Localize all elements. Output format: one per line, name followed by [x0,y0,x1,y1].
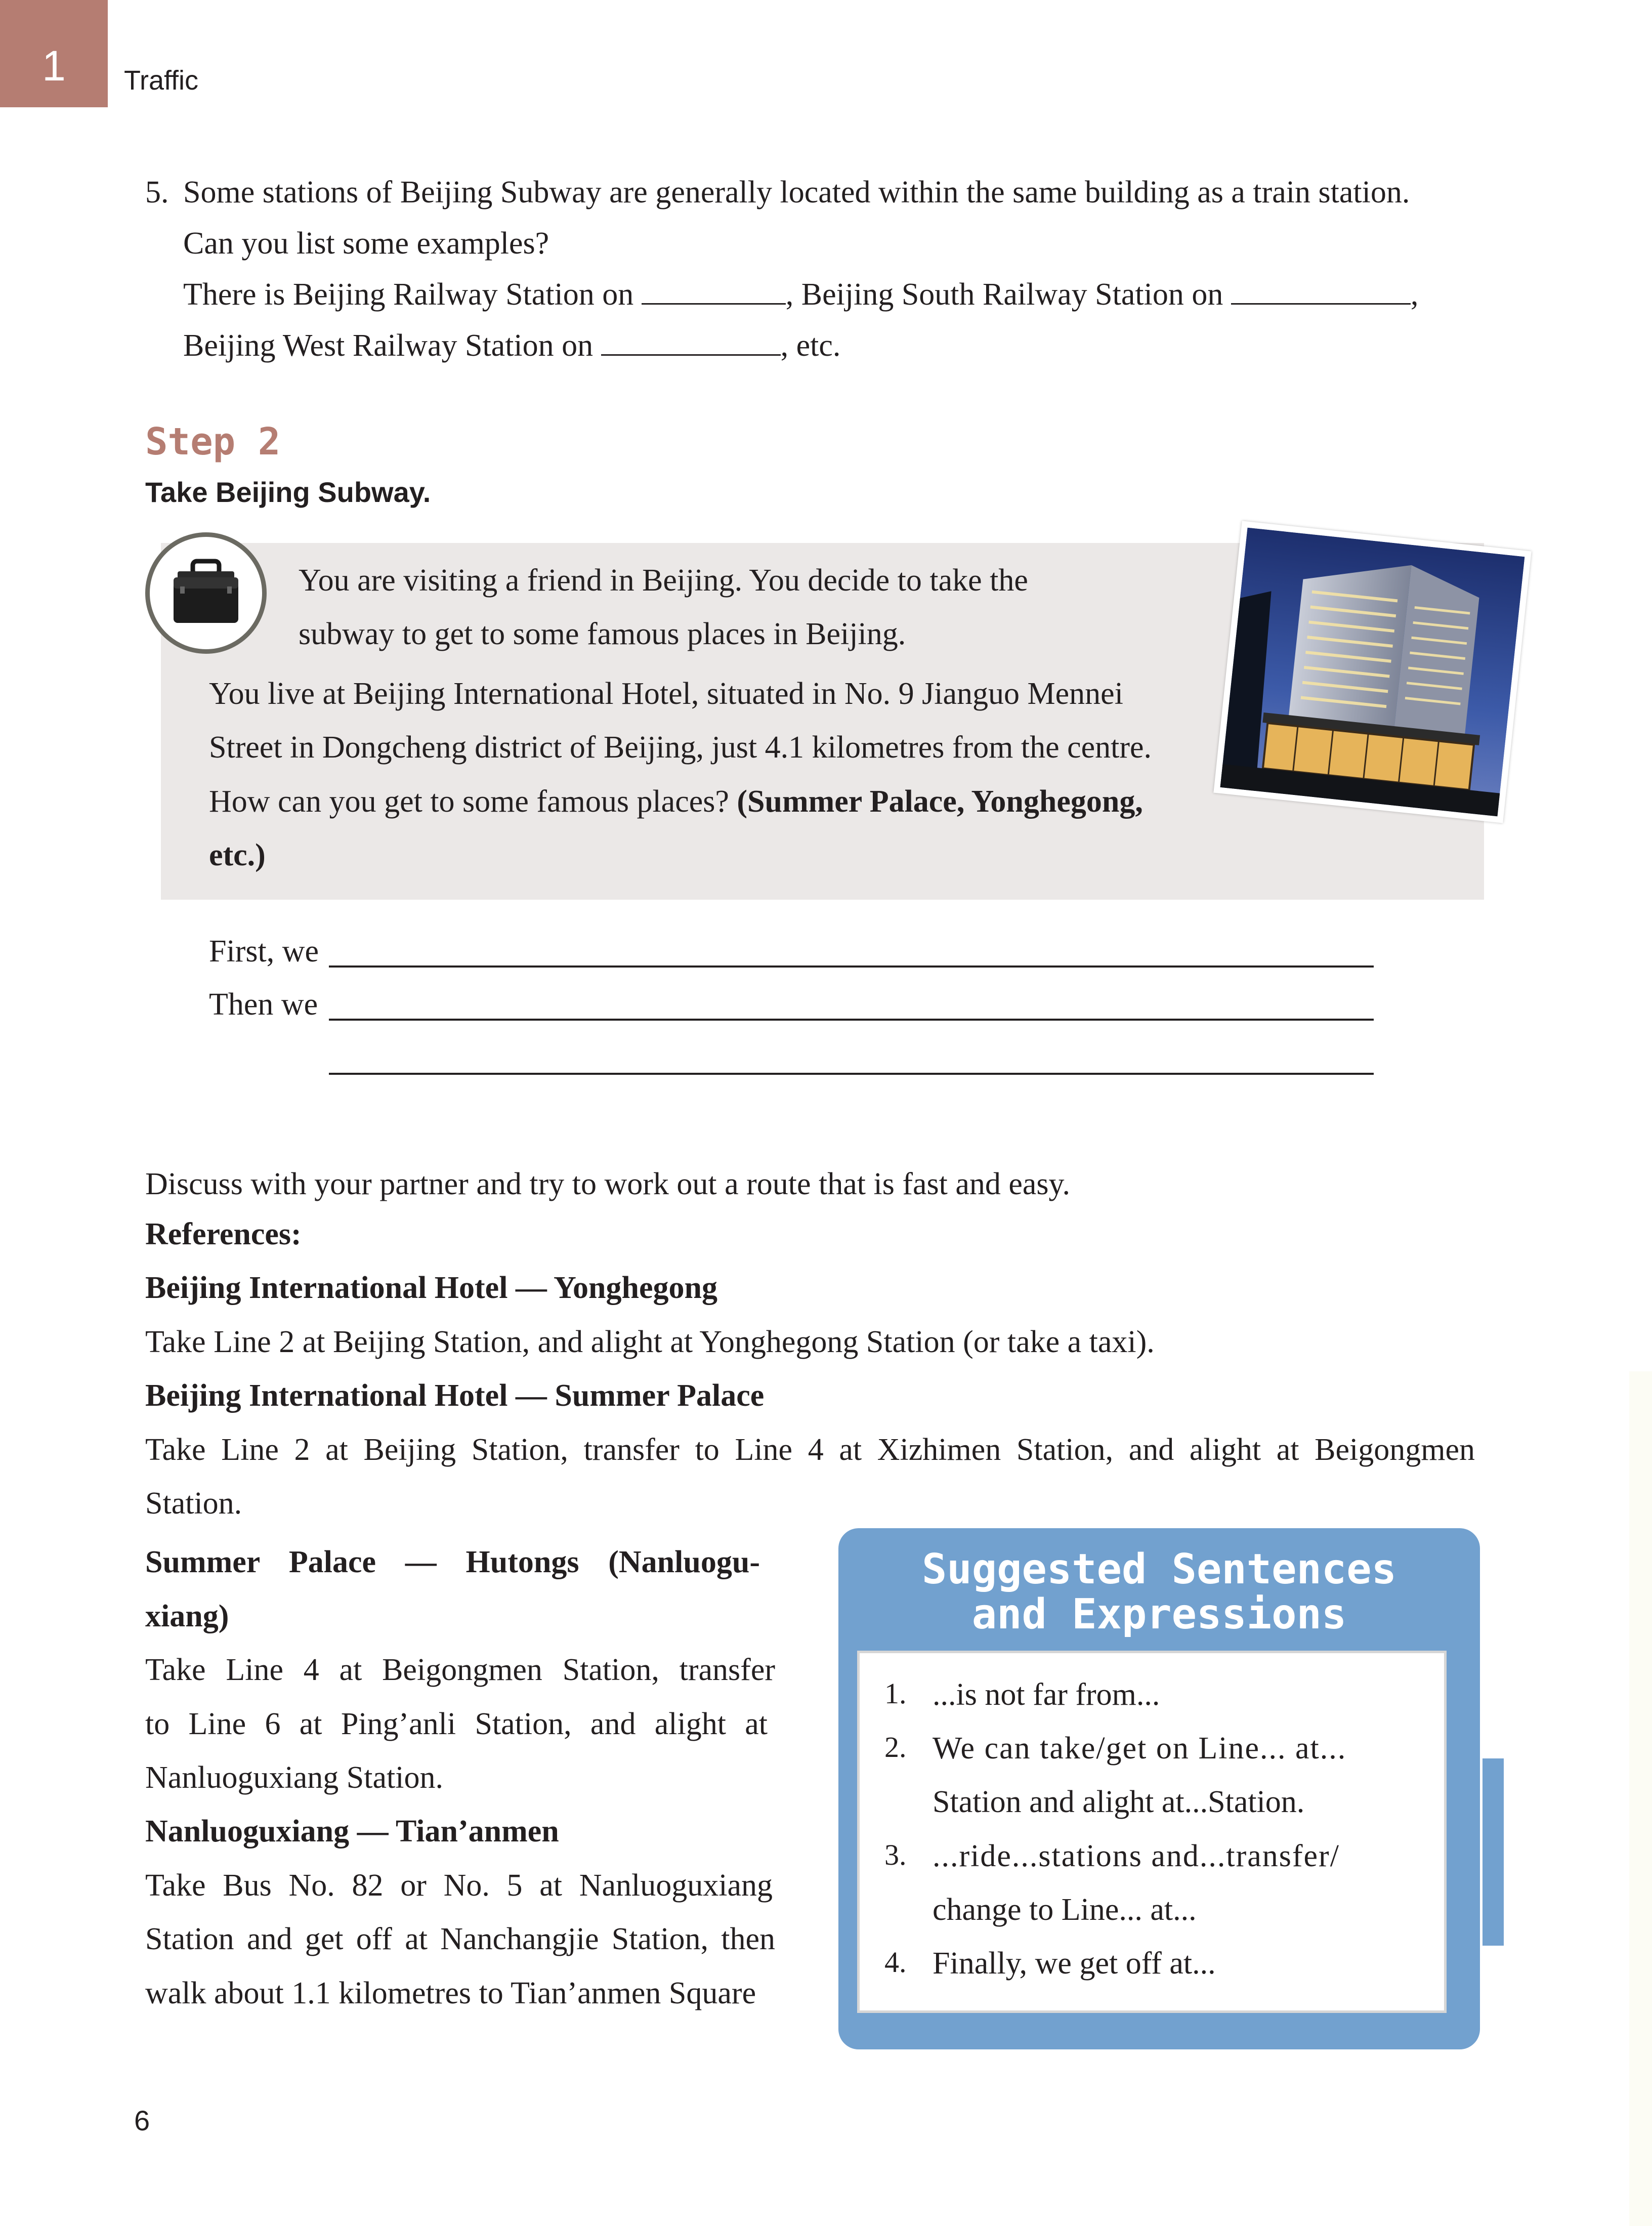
question-line-2: Can you list some examples? [183,226,549,261]
briefcase-icon-badge [145,532,267,654]
page-edge-strip [1629,1371,1652,2226]
suggest-item-4: Finally, we get off at... [933,1946,1216,1981]
scenario-line-5 [209,783,1143,820]
answer-blank-beijing[interactable] [642,276,786,305]
scenario-places: (Summer Palace, Yonghegong, [737,784,1143,819]
scenario-line-4: Street in Dongcheng district of Beijing, just 4.1 kilometres from the centre. [209,730,1152,765]
route-3-title-line-2: xiang) [145,1599,229,1633]
route-3-text-line-1: Take Line 4 at Beigongmen Station, transfer [145,1653,775,1687]
suggest-item-2-num: 2. [884,1731,907,1763]
suggested-title-line-1: Suggested Sentences [922,1545,1396,1593]
route-2-text-line-1: Take Line 2 at Beijing Station, transfer to Line 4 at Xizhimen Station, and alight at Beigongmen [145,1433,1475,1467]
then-label: Then we [209,987,318,1022]
step-title: Step 2 [145,420,281,464]
chapter-title: Traffic [124,65,199,96]
route-1-title: Beijing International Hotel — Yonghegong [145,1271,717,1305]
route-2-title: Beijing International Hotel — Summer Palace [145,1378,765,1413]
route-4-text-line-3: walk about 1.1 kilometres to Tian’anmen Square [145,1976,756,2010]
scenario-line-3: You live at Beijing International Hotel, situated in No. 9 Jianguo Mennei [209,677,1123,711]
step-subtitle: Take Beijing Subway. [145,476,431,508]
suggested-title-line-2: and Expressions [971,1590,1347,1639]
question-line-4 [183,327,840,364]
question-line-1: Some stations of Beijing Subway are generally located within the same building as a train station. [183,175,1410,209]
route-2-text-line-2: Station. [145,1486,242,1521]
route-3-title-line-1: Summer Palace — Hutongs (Nanluogu- [145,1545,760,1579]
answer-line-first[interactable] [329,965,1374,968]
answer-line-then[interactable] [329,1019,1374,1021]
suggest-item-3-line-2: change to Line... at... [933,1893,1197,1927]
question-line-3 [183,276,1418,313]
route-4-text-line-1: Take Bus No. 82 or No. 5 at Nanluoguxiang [145,1868,773,1903]
scenario-line-1: You are visiting a friend in Beijing. You decide to take the [299,563,1028,598]
question-line-3-part-2: , Beijing South Railway Station on [785,277,1223,312]
question-line-3-part-3: , [1410,277,1419,312]
suggest-item-3-num: 3. [884,1838,907,1871]
scenario-line-6: etc.) [209,838,266,872]
question-line-3-part-1: There is Beijing Railway Station on [183,277,634,312]
scenario-question: How can you get to some famous places? [209,784,729,819]
suggest-item-2-line-1: We can take/get on Line... at... [933,1731,1347,1766]
discussion-intro: Discuss with your partner and try to work out a route that is fast and easy. [145,1167,1071,1201]
question-line-4-part-2: , etc. [780,328,841,363]
suggest-item-3-line-1: ...ride...stations and...transfer/ [933,1839,1340,1873]
suggest-box-tab [1482,1758,1504,1946]
hotel-photo-image [1220,528,1525,817]
references-label: References: [145,1217,302,1251]
suggest-item-4-num: 4. [884,1946,907,1979]
hotel-photo [1213,521,1531,823]
route-4-text-line-2: Station and get off at Nanchangjie Station, then [145,1922,775,1956]
answer-line-extra[interactable] [329,1073,1374,1075]
route-1-text: Take Line 2 at Beijing Station, and alight at Yonghegong Station (or take a taxi). [145,1325,1155,1359]
briefcase-icon [150,537,262,649]
scenario-line-2: subway to get to some famous places in Beijing. [299,617,906,651]
chapter-number: 1 [42,42,66,90]
first-label: First, we [209,934,319,969]
suggest-item-1-num: 1. [884,1677,907,1710]
question-number: 5. [145,175,169,209]
route-3-text-line-2: to Line 6 at Ping’anli Station, and alight at [145,1707,768,1741]
route-4-title: Nanluoguxiang — Tian’anmen [145,1814,559,1849]
suggest-item-1: ...is not far from... [933,1677,1160,1712]
answer-blank-beijing-south[interactable] [1231,276,1411,305]
route-3-text-line-3: Nanluoguxiang Station. [145,1760,443,1795]
answer-blank-beijing-west[interactable] [601,327,781,356]
suggested-title [838,1547,1480,1637]
question-line-4-part-1: Beijing West Railway Station on [183,328,594,363]
page-number: 6 [134,2105,150,2136]
suggest-item-2-line-2: Station and alight at...Station. [933,1785,1305,1819]
